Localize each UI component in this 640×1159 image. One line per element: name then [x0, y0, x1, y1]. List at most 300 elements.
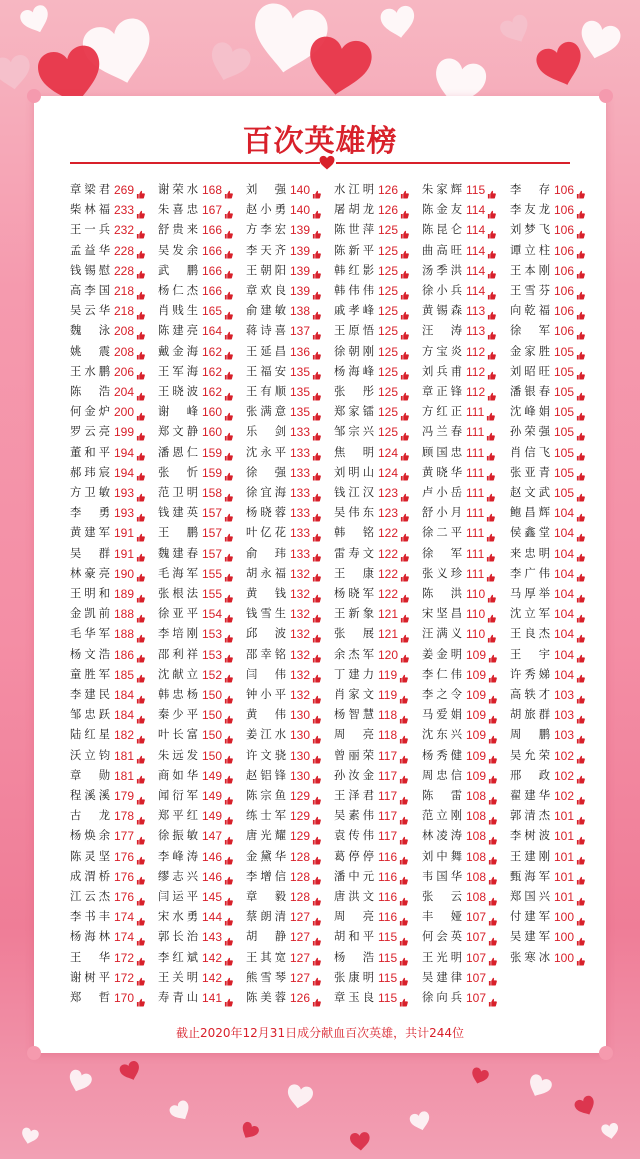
donation-count: 140 — [290, 183, 311, 197]
list-item — [510, 887, 598, 907]
list-item — [70, 907, 158, 927]
list-item — [158, 826, 246, 846]
donation-count: 208 — [114, 324, 135, 339]
donation-count: 166 — [202, 223, 223, 238]
donor-name: 陈新平 — [334, 243, 374, 257]
title-divider-right — [336, 162, 570, 164]
thumbs-up-icon — [400, 630, 409, 639]
list-item — [158, 281, 246, 301]
donor-name: 章正锋 — [422, 385, 462, 398]
thumbs-up-icon — [400, 388, 409, 397]
thumbs-up-icon — [399, 812, 408, 821]
thumbs-up-icon — [399, 691, 408, 700]
thumbs-up-icon — [136, 327, 145, 336]
thumbs-up-icon — [576, 610, 585, 619]
list-item — [70, 806, 158, 826]
list-item — [158, 483, 246, 503]
thumbs-up-icon — [400, 266, 409, 275]
donation-count: 109 — [466, 768, 487, 783]
donation-count: 194 — [114, 465, 135, 480]
donor-name: 曾丽荣 — [334, 748, 374, 762]
donation-count: 107 — [466, 991, 487, 1005]
donation-count: 107 — [466, 910, 487, 925]
thumbs-up-icon — [224, 388, 233, 397]
list-item — [70, 624, 158, 644]
donation-count: 105 — [554, 465, 575, 480]
donation-count: 135 — [290, 405, 311, 420]
donation-count: 109 — [466, 708, 487, 723]
thumbs-up-icon — [224, 489, 233, 498]
donation-count: 193 — [114, 486, 135, 500]
list-item — [70, 422, 158, 442]
donor-name: 谢 峰 — [158, 405, 198, 419]
list-item — [422, 281, 510, 301]
list-item — [158, 806, 246, 826]
donor-name: 陈 雷 — [422, 789, 462, 802]
donor-name: 熊雪琴 — [246, 970, 286, 984]
donor-name: 武 鹏 — [158, 263, 198, 277]
thumbs-up-icon — [576, 529, 585, 538]
donation-count: 111 — [466, 486, 485, 500]
donor-name: 金凯前 — [70, 607, 110, 621]
list-item — [158, 665, 246, 685]
list-item — [246, 665, 334, 685]
donor-name: 王建刚 — [510, 849, 550, 863]
donor-name: 谢荣水 — [158, 183, 198, 196]
donation-count: 105 — [554, 486, 575, 500]
list-item — [334, 584, 422, 604]
thumbs-up-icon — [576, 953, 585, 962]
list-item — [422, 584, 510, 604]
donor-name: 周 亮 — [334, 728, 374, 742]
thumbs-up-icon — [400, 307, 409, 316]
donor-name: 韩忠杨 — [158, 688, 198, 701]
donor-name: 杨晓蓉 — [246, 506, 286, 520]
thumbs-up-icon — [400, 226, 409, 235]
list-item — [158, 463, 246, 483]
donor-name: 王福安 — [246, 364, 286, 378]
list-item — [70, 564, 158, 584]
donor-name: 鲍昌辉 — [510, 506, 550, 520]
donor-name: 魏建春 — [158, 546, 198, 560]
thumbs-up-icon — [400, 489, 409, 498]
donation-count: 124 — [378, 465, 399, 480]
donation-count: 139 — [290, 223, 311, 238]
list-item — [246, 826, 334, 846]
thumbs-up-icon — [136, 812, 145, 821]
thumbs-up-icon — [224, 266, 233, 275]
thumbs-up-icon — [312, 711, 321, 720]
donation-count: 155 — [202, 566, 223, 581]
list-item — [70, 261, 158, 281]
donor-name: 顾国忠 — [422, 445, 462, 459]
donor-name: 王泽君 — [334, 789, 374, 802]
list-item — [334, 261, 422, 281]
donation-count: 191 — [114, 526, 135, 541]
donor-name: 俞 玮 — [246, 546, 286, 560]
donation-count: 104 — [554, 587, 575, 601]
thumbs-up-icon — [312, 489, 321, 498]
thumbs-up-icon — [576, 509, 585, 518]
thumbs-up-icon — [487, 630, 496, 639]
card-notch — [27, 89, 41, 103]
thumbs-up-icon — [399, 994, 408, 1003]
list-item — [246, 281, 334, 301]
thumbs-up-icon — [487, 590, 496, 599]
donor-name: 徐亚平 — [158, 607, 198, 621]
donation-count: 228 — [114, 263, 135, 278]
donor-name: 闻衍军 — [158, 789, 198, 802]
thumbs-up-icon — [136, 852, 145, 861]
donation-count: 109 — [466, 688, 487, 702]
thumbs-up-icon — [312, 509, 321, 518]
list-item — [334, 443, 422, 463]
list-item — [70, 988, 158, 1008]
list-item — [158, 261, 246, 281]
donation-count: 104 — [554, 566, 575, 581]
thumbs-up-icon — [312, 610, 321, 619]
donor-name: 沈立军 — [510, 607, 550, 621]
donor-name: 李书丰 — [70, 910, 110, 924]
donation-count: 111 — [466, 465, 485, 480]
thumbs-up-icon — [136, 832, 145, 841]
donation-count: 105 — [554, 445, 575, 460]
donation-count: 133 — [290, 425, 311, 440]
thumbs-up-icon — [400, 246, 409, 255]
list-item — [334, 382, 422, 402]
thumbs-up-icon — [312, 913, 321, 922]
donation-count: 128 — [290, 869, 311, 884]
donor-name: 胡和平 — [334, 930, 374, 944]
thumbs-up-icon — [576, 226, 585, 235]
donor-name: 郑国兴 — [510, 890, 550, 903]
donation-count: 125 — [378, 263, 399, 278]
thumbs-up-icon — [576, 388, 585, 397]
thumbs-up-icon — [576, 670, 585, 679]
thumbs-up-icon — [136, 569, 145, 578]
donation-count: 170 — [114, 991, 135, 1005]
donor-name: 黄晓华 — [422, 465, 462, 479]
donor-name: 吴发余 — [158, 243, 198, 257]
donor-name: 唐光耀 — [246, 829, 286, 843]
thumbs-up-icon — [312, 206, 321, 215]
donor-name: 蒋诗喜 — [246, 324, 286, 338]
donor-name: 杨 浩 — [334, 950, 374, 964]
thumbs-up-icon — [224, 872, 233, 881]
thumbs-up-icon — [487, 266, 496, 275]
list-item — [422, 301, 510, 321]
donation-count: 118 — [378, 708, 398, 723]
list-item — [334, 483, 422, 503]
donor-name: 王关明 — [158, 970, 198, 984]
donation-count: 104 — [554, 667, 575, 682]
donation-count: 115 — [378, 950, 398, 965]
donor-name: 王 华 — [70, 950, 110, 964]
list-item — [158, 503, 246, 523]
donor-name: 刘中舞 — [422, 849, 462, 863]
thumbs-up-icon — [312, 287, 321, 296]
donation-count: 125 — [378, 243, 399, 258]
thumbs-up-icon — [399, 893, 408, 902]
list-item — [70, 927, 158, 947]
donor-name: 赵小勇 — [246, 203, 286, 217]
donation-count: 101 — [554, 890, 575, 904]
donor-name: 张康明 — [334, 970, 374, 984]
list-item — [334, 241, 422, 261]
donation-count: 104 — [554, 546, 575, 561]
donor-name: 丁建力 — [334, 667, 374, 681]
donor-name: 黄 伟 — [246, 708, 286, 722]
list-item — [334, 564, 422, 584]
list-item — [158, 624, 246, 644]
donor-name: 李广伟 — [510, 566, 550, 580]
list-item — [334, 705, 422, 725]
donor-name: 徐朝刚 — [334, 344, 374, 358]
list-item — [246, 725, 334, 745]
donor-name: 程溪溪 — [70, 789, 110, 802]
list-item — [422, 826, 510, 846]
donor-name: 韦国华 — [422, 869, 462, 883]
donor-name: 潘中元 — [334, 869, 374, 883]
list-item — [70, 847, 158, 867]
donation-count: 269 — [114, 183, 135, 197]
list-item — [158, 321, 246, 341]
thumbs-up-icon — [487, 347, 496, 356]
donation-count: 103 — [554, 728, 575, 743]
donation-count: 107 — [466, 930, 487, 945]
donation-count: 109 — [466, 647, 487, 662]
list-item — [510, 544, 598, 564]
list-item — [510, 483, 598, 503]
donor-name: 刘明山 — [334, 465, 374, 479]
donation-count: 104 — [554, 647, 575, 662]
donation-count: 129 — [290, 829, 311, 844]
list-item — [158, 523, 246, 543]
thumbs-up-icon — [576, 489, 585, 498]
donor-name: 陆红星 — [70, 728, 110, 742]
thumbs-up-icon — [488, 852, 497, 861]
thumbs-up-icon — [576, 347, 585, 356]
thumbs-up-icon — [487, 186, 496, 195]
thumbs-up-icon — [312, 832, 321, 841]
donation-count: 166 — [202, 263, 223, 278]
donation-count: 109 — [466, 748, 487, 763]
donation-count: 110 — [466, 627, 486, 642]
thumbs-up-icon — [224, 408, 233, 417]
donation-count: 142 — [202, 950, 223, 965]
donation-count: 174 — [114, 930, 135, 945]
list-item — [246, 746, 334, 766]
list-item — [334, 624, 422, 644]
donation-count: 102 — [554, 748, 575, 763]
donor-name: 肖信飞 — [510, 445, 550, 459]
thumbs-up-icon — [312, 630, 321, 639]
donor-name: 胡永福 — [246, 566, 286, 580]
thumbs-up-icon — [576, 852, 585, 861]
thumbs-up-icon — [487, 226, 496, 235]
donation-count: 132 — [290, 667, 311, 682]
donor-name: 陈灵坚 — [70, 849, 110, 863]
thumbs-up-icon — [576, 872, 585, 881]
donor-name: 潘银春 — [510, 385, 550, 398]
donor-name: 朱远发 — [158, 748, 198, 762]
thumbs-up-icon — [488, 751, 497, 760]
list-item — [334, 927, 422, 947]
thumbs-up-icon — [224, 287, 233, 296]
thumbs-up-icon — [136, 973, 145, 982]
donation-count: 111 — [466, 445, 485, 460]
donation-count: 115 — [466, 183, 486, 197]
donor-name: 王 康 — [334, 566, 374, 580]
donor-name: 刘昭旺 — [510, 364, 550, 378]
list-item — [422, 200, 510, 220]
list-item — [70, 301, 158, 321]
donor-name: 周 亮 — [334, 910, 374, 924]
thumbs-up-icon — [136, 893, 145, 902]
donation-count: 149 — [202, 789, 223, 803]
donor-name: 刘兵甫 — [422, 364, 462, 378]
list-item — [158, 725, 246, 745]
thumbs-up-icon — [312, 448, 321, 457]
donor-name: 汤季洪 — [422, 263, 462, 277]
list-item — [510, 382, 598, 402]
thumbs-up-icon — [224, 246, 233, 255]
donation-count: 129 — [290, 789, 311, 803]
thumbs-up-icon — [399, 913, 408, 922]
thumbs-up-icon — [224, 913, 233, 922]
list-item — [422, 422, 510, 442]
donor-name: 张 忻 — [158, 465, 198, 479]
thumbs-up-icon — [399, 973, 408, 982]
thumbs-up-icon — [136, 731, 145, 740]
list-item — [246, 806, 334, 826]
thumbs-up-icon — [399, 731, 408, 740]
list-item — [246, 564, 334, 584]
thumbs-up-icon — [399, 852, 408, 861]
donor-name: 来忠明 — [510, 546, 550, 560]
thumbs-up-icon — [136, 287, 145, 296]
thumbs-up-icon — [486, 468, 495, 477]
thumbs-up-icon — [312, 670, 321, 679]
donor-name: 刘梦飞 — [510, 223, 550, 237]
list-item — [510, 867, 598, 887]
thumbs-up-icon — [576, 428, 585, 437]
donation-count: 168 — [202, 183, 223, 197]
donor-name: 沈永平 — [246, 445, 286, 459]
thumbs-up-icon — [224, 509, 233, 518]
donor-name: 甄海军 — [510, 869, 550, 883]
list-item — [510, 402, 598, 422]
donation-count: 111 — [466, 405, 485, 420]
list-item — [246, 624, 334, 644]
list-item — [510, 766, 598, 786]
list-item — [422, 786, 510, 806]
thumbs-up-icon — [312, 872, 321, 881]
donor-name: 徐 军 — [422, 546, 462, 560]
donation-count: 145 — [202, 890, 223, 904]
heart-icon — [18, 1, 623, 112]
donor-name: 王延昌 — [246, 344, 286, 358]
donor-name: 李增信 — [246, 869, 286, 883]
donation-count: 146 — [202, 869, 223, 884]
list-item — [70, 443, 158, 463]
donor-name: 成渭桥 — [70, 869, 110, 883]
donor-name: 张满意 — [246, 405, 286, 419]
list-item — [510, 847, 598, 867]
thumbs-up-icon — [136, 226, 145, 235]
donor-name: 姜江水 — [246, 728, 286, 742]
thumbs-up-icon — [224, 630, 233, 639]
donation-count: 159 — [202, 445, 223, 460]
thumbs-up-icon — [224, 327, 233, 336]
list-item — [422, 867, 510, 887]
donor-name: 张 云 — [422, 890, 462, 903]
thumbs-up-icon — [224, 751, 233, 760]
list-item — [246, 867, 334, 887]
donor-name: 郭清杰 — [510, 809, 550, 823]
thumbs-up-icon — [224, 549, 233, 558]
donor-name: 陈昆仑 — [422, 223, 462, 237]
thumbs-up-icon — [224, 367, 233, 376]
donor-name: 屠胡龙 — [334, 203, 374, 217]
donation-count: 172 — [114, 970, 135, 985]
donor-name: 吴建军 — [510, 930, 550, 944]
list-item — [70, 382, 158, 402]
thumbs-up-icon — [312, 186, 321, 195]
list-item — [70, 200, 158, 220]
thumbs-up-icon — [136, 610, 145, 619]
thumbs-up-icon — [312, 226, 321, 235]
thumbs-up-icon — [136, 408, 145, 417]
list-item — [158, 362, 246, 382]
list-item — [246, 342, 334, 362]
donor-name: 潘恩仁 — [158, 445, 198, 459]
thumbs-up-icon — [399, 751, 408, 760]
donation-count: 174 — [114, 910, 135, 925]
title-divider-left — [70, 162, 320, 164]
thumbs-up-icon — [488, 832, 497, 841]
donation-count: 185 — [114, 667, 135, 682]
donation-count: 122 — [378, 526, 399, 541]
donor-name: 张根法 — [158, 587, 198, 600]
thumbs-up-icon — [136, 792, 145, 801]
donor-name: 陈美蓉 — [246, 991, 286, 1004]
thumbs-up-icon — [224, 792, 233, 801]
list-item — [158, 241, 246, 261]
thumbs-up-icon — [224, 933, 233, 942]
donation-count: 116 — [378, 890, 398, 904]
list-item — [422, 321, 510, 341]
list-item — [70, 180, 158, 200]
list-item — [246, 523, 334, 543]
donation-count: 115 — [378, 970, 398, 985]
donation-count: 113 — [466, 304, 486, 319]
donation-count: 123 — [378, 506, 399, 521]
list-item — [246, 968, 334, 988]
donor-name: 章梁君 — [70, 183, 110, 196]
donor-name: 王军海 — [158, 364, 198, 378]
donation-count: 101 — [554, 829, 575, 844]
list-item — [70, 725, 158, 745]
thumbs-up-icon — [136, 367, 145, 376]
donation-count: 135 — [290, 385, 311, 399]
thumbs-up-icon — [312, 933, 321, 942]
thumbs-up-icon — [399, 832, 408, 841]
donor-name: 毛华军 — [70, 627, 110, 641]
list-item — [246, 200, 334, 220]
thumbs-up-icon — [312, 771, 321, 780]
list-item — [422, 806, 510, 826]
